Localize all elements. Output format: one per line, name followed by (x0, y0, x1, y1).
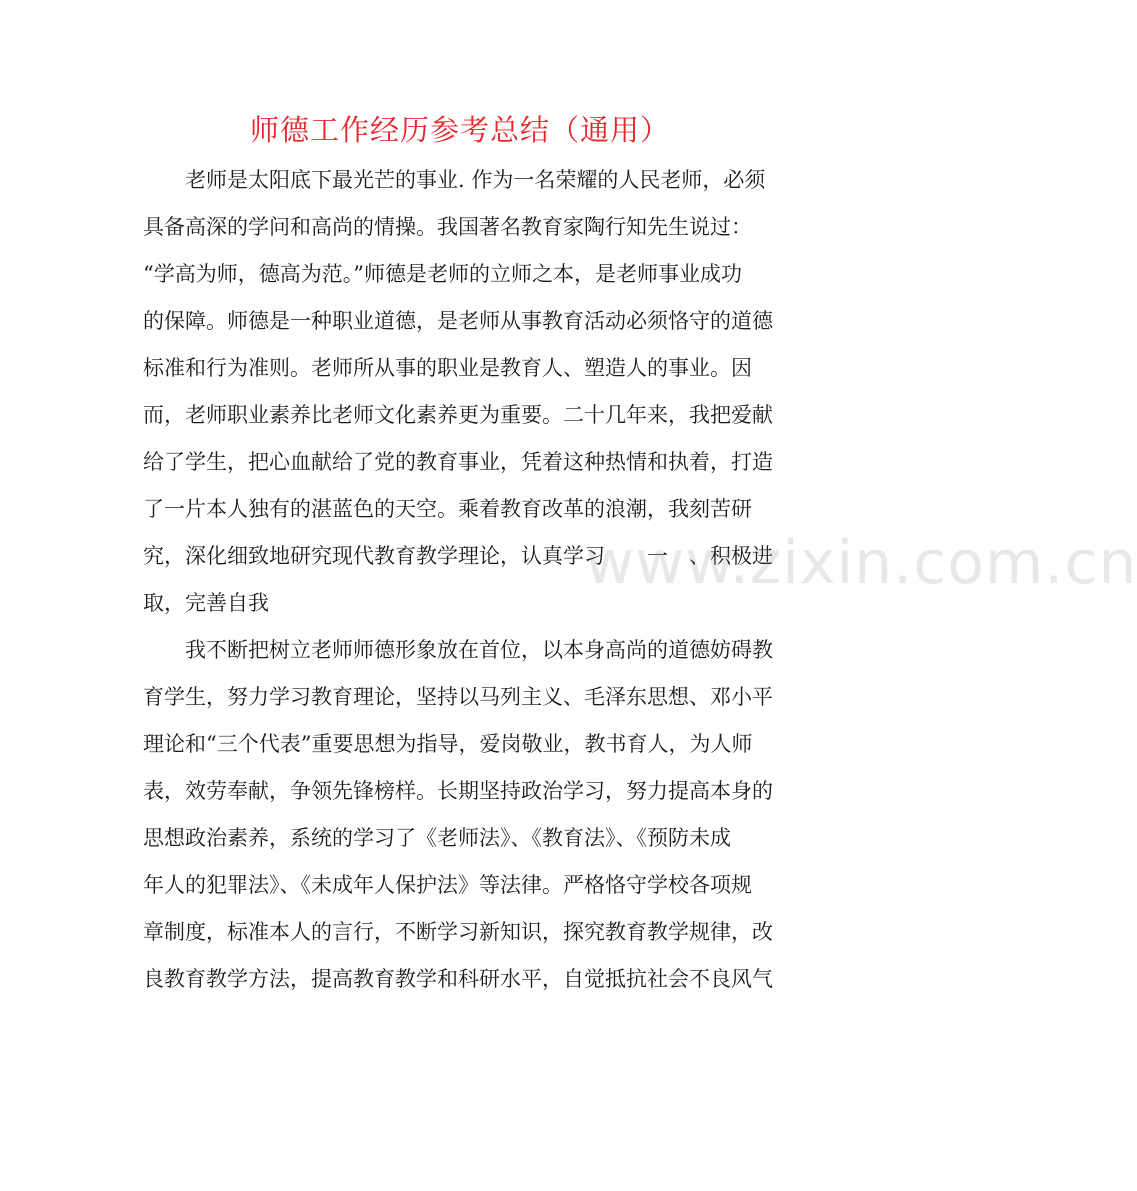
watermark: www.zixin.com.cn (585, 528, 1137, 598)
paragraph-line: “学高为师，德高为范。”师德是老师的立师之本，是老师事业成功 (143, 262, 742, 286)
paragraph-line: 究，深化细致地研究现代教育教学理论，认真学习 一 、积极进 (143, 544, 773, 568)
paragraph-line: 而，老师职业素养比老师文化素养更为重要。二十几年来，我把爱献 (143, 403, 773, 427)
paragraph-line: 给了学生，把心血献给了党的教育事业，凭着这种热情和执着，打造 (143, 450, 773, 474)
paragraph-line: 良教育教学方法，提高教育教学和科研水平，自觉抵抗社会不良风气 (143, 967, 773, 991)
paragraph-line: 老师是太阳底下最光芒的事业. 作为一名荣耀的人民老师，必须 (185, 168, 766, 192)
paragraph-line: 标准和行为准则。老师所从事的职业是教育人、塑造人的事业。因 (143, 356, 752, 380)
document-title: 师德工作经历参考总结（通用） (249, 113, 670, 147)
paragraph-line: 具备高深的学问和高尚的情操。我国著名教育家陶行知先生说过： (143, 215, 752, 239)
paragraph-line: 年人的犯罪法》、《未成年人保护法》等法律。严格恪守学校各项规 (143, 873, 752, 897)
paragraph-line: 章制度，标准本人的言行，不断学习新知识，探究教育教学规律，改 (143, 920, 773, 944)
paragraph-line: 思想政治素养，系统的学习了《老师法》、《教育法》、《预防未成 (143, 826, 731, 850)
paragraph-line: 表，效劳奉献，争领先锋榜样。长期坚持政治学习，努力提高本身的 (143, 779, 773, 803)
paragraph-line: 理论和“三个代表”重要思想为指导，爱岗敬业，教书育人，为人师 (143, 732, 753, 756)
paragraph-line: 了一片本人独有的湛蓝色的天空。乘着教育改革的浪潮，我刻苦研 (143, 497, 752, 521)
paragraph-line: 育学生，努力学习教育理论，坚持以马列主义、毛泽东思想、邓小平 (143, 685, 773, 709)
paragraph-line: 我不断把树立老师师德形象放在首位，以本身高尚的道德妨碍教 (185, 638, 773, 662)
paragraph-line: 的保障。师德是一种职业道德，是老师从事教育活动必须恪守的道德 (143, 309, 773, 333)
paragraph-line: 取，完善自我 (143, 591, 269, 615)
